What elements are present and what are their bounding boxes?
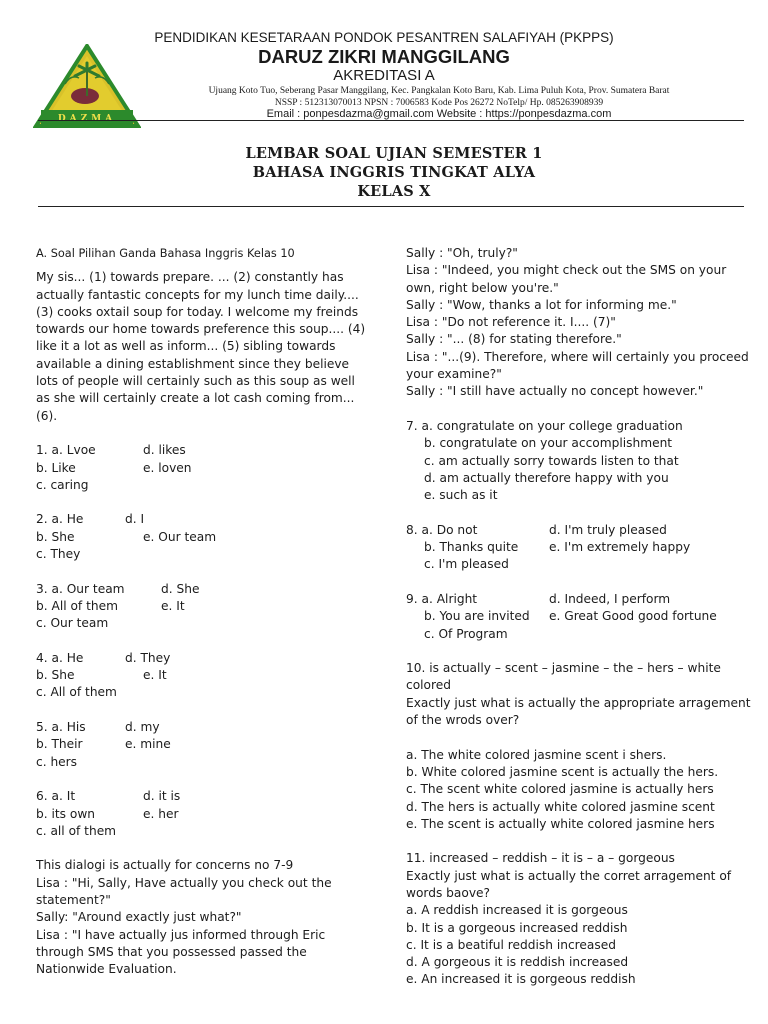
- question-10-stem: 10. is actually – scent – jasmine – the – hers – white colored: [406, 661, 721, 693]
- exam-title: LEMBAR SOAL UJIAN SEMESTER 1: [245, 145, 543, 162]
- option-1d: d. likes: [143, 443, 186, 458]
- option-1a: 1. a. Lvoe: [36, 443, 96, 458]
- exam-subject: BAHASA INGGRIS TINGKAT ALYA: [252, 164, 536, 181]
- option-8c: c. I'm pleased: [424, 557, 509, 572]
- question-4: [36, 650, 366, 702]
- dialog-line: Lisa : "I have actually jus informed through Eric through SMS that you possessed passed the Nationwide Evaluation.: [36, 927, 326, 977]
- question-11-stem: 11. increased – reddish – it is – a – gorgeous: [406, 851, 675, 866]
- option-5d: d. my: [125, 720, 160, 735]
- exam-class: KELAS X: [357, 183, 431, 200]
- option-3b: b. All of them: [36, 598, 118, 613]
- option-6c: c. all of them: [36, 823, 117, 838]
- dialog-line: Sally: "Around exactly just what?": [36, 910, 242, 925]
- option-7a: 7. a. congratulate on your college graduation: [406, 418, 683, 433]
- registration-info: NSSP : 512313070013 NPSN : 7006583 Kode Pos 26272 NoTelp/ Hp. 085263908939: [274, 98, 604, 108]
- option-11b: b. It is a gorgeous increased reddish: [406, 920, 628, 935]
- dialog-line: Lisa : "Do not reference it. I.... (7)": [406, 315, 616, 330]
- option-9d: d. Indeed, I perform: [549, 591, 671, 606]
- option-1b: b. Like: [36, 460, 76, 475]
- option-4e: e. It: [143, 668, 167, 683]
- question-11-prompt: Exactly just what is actually the corret arragement of words baove?: [406, 868, 732, 900]
- option-7c: c. am actually sorry towards listen to that: [424, 453, 679, 468]
- accreditation: AKREDITASI A: [333, 67, 435, 84]
- option-10e: e. The scent is actually white colored jasmine hers: [406, 816, 715, 831]
- option-2e: e. Our team: [143, 529, 217, 544]
- option-5e: e. mine: [125, 737, 171, 752]
- option-6d: d. it is: [143, 789, 181, 804]
- option-4a: 4. a. He: [36, 650, 84, 665]
- option-10a: a. The white colored jasmine scent i shers.: [406, 747, 667, 762]
- question-10-prompt: Exactly just what is actually the appropriate arragement of the wrods over?: [406, 695, 751, 728]
- option-11d: d. A gorgeous it is reddish increased: [406, 955, 629, 970]
- option-8e: e. I'm extremely happy: [549, 540, 691, 555]
- option-9c: c. Of Program: [424, 626, 508, 641]
- dialog-intro: This dialogi is actually for concerns no 7-9: [36, 858, 294, 873]
- option-2c: c. They: [36, 547, 81, 562]
- option-1c: c. caring: [36, 477, 89, 492]
- reading-passage: My sis... (1) towards prepare. ... (2) constantly has actually fantastic concepts for my lunch time daily.... (3) cooks oxtail soup for today. I welcome my freinds towards our home towards preference this soup.... (4) like it a lot as well as inform... (5) sibling towards available a dining establishment since they believe lots of people will certainly such as this soup as well as she will certainly create a lot cash coming from... (6).: [36, 270, 366, 423]
- dialog-line: Lisa : "Hi, Sally, Have actually you check out the statement?": [36, 875, 332, 907]
- dialog-line: Sally : "Oh, truly?": [406, 246, 518, 260]
- option-6b: b. its own: [36, 806, 96, 821]
- option-5b: b. Their: [36, 737, 83, 752]
- dialog-line: Lisa : "...(9). Therefore, where will certainly you proceed your examine?": [406, 349, 749, 382]
- option-8d: d. I'm truly pleased: [549, 522, 667, 537]
- option-5c: c. hers: [36, 754, 78, 769]
- option-10c: c. The scent white colored jasmine is actually hers: [406, 782, 714, 797]
- header-divider: [38, 120, 744, 121]
- option-10d: d. The hers is actually white colored jasmine scent: [406, 799, 715, 814]
- question-9: [406, 591, 751, 643]
- section-heading: A. Soal Pilihan Ganda Bahasa Inggris Kelas 10: [36, 247, 295, 260]
- option-1e: e. loven: [143, 460, 192, 475]
- logo-text: DAZMA: [57, 114, 117, 124]
- dialog-line: Sally : "Wow, thanks a lot for informing me.": [406, 297, 677, 312]
- option-4b: b. She: [36, 668, 75, 683]
- option-6a: 6. a. It: [36, 789, 76, 804]
- option-7e: e. such as it: [424, 488, 498, 503]
- option-10b: b. White colored jasmine scent is actually the hers.: [406, 764, 719, 779]
- question-7: [406, 418, 751, 504]
- dialog-line: Sally : "I still have actually no concept however.": [406, 384, 704, 399]
- question-11: [406, 850, 751, 988]
- option-7b: b. congratulate on your accomplishment: [424, 436, 673, 451]
- option-11c: c. It is a beatiful reddish increased: [406, 937, 616, 952]
- option-3e: e. It: [161, 598, 185, 613]
- dialog-line: Sally : "... (8) for stating therefore.": [406, 332, 622, 347]
- school-address: Ujuang Koto Tuo, Seberang Pasar Manggilang, Kec. Pangkalan Koto Baru, Kab. Lima Puluh Kota, Prov. Sumatera Barat: [208, 86, 670, 96]
- option-6e: e. her: [143, 806, 179, 821]
- option-3a: 3. a. Our team: [36, 581, 125, 596]
- right-column: [406, 245, 751, 989]
- title-divider: [38, 206, 744, 207]
- question-8: [406, 522, 751, 574]
- option-2b: b. She: [36, 529, 75, 544]
- option-11e: e. An increased it is gorgeous reddish: [406, 972, 636, 987]
- left-column: [36, 245, 366, 978]
- dialog-line: Lisa : "Indeed, you might check out the SMS on your own, right below you're.": [406, 263, 727, 295]
- option-9e: e. Great Good good fortune: [549, 609, 717, 624]
- option-5a: 5. a. His: [36, 720, 86, 735]
- option-4d: d. They: [125, 650, 171, 665]
- school-name: DARUZ ZIKRI MANGGILANG: [258, 46, 510, 67]
- question-5: [36, 719, 366, 771]
- option-9a: 9. a. Alright: [406, 591, 478, 606]
- question-6: [36, 788, 366, 840]
- option-2d: d. I: [125, 512, 145, 527]
- contact-info: Email : ponpesdazma@gmail.com Website : https://ponpesdazma.com: [266, 108, 612, 120]
- option-7d: d. am actually therefore happy with you: [424, 470, 669, 485]
- institution-name: PENDIDIKAN KESETARAAN PONDOK PESANTREN SALAFIYAH (PKPPS): [154, 30, 614, 45]
- option-8b: b. Thanks quite: [424, 540, 519, 555]
- option-8a: 8. a. Do not: [406, 522, 478, 537]
- option-2a: 2. a. He: [36, 512, 84, 527]
- question-2: [36, 511, 366, 563]
- option-3d: d. She: [161, 581, 200, 596]
- option-9b: b. You are invited: [424, 609, 530, 624]
- question-10: [406, 660, 751, 833]
- option-11a: a. A reddish increased it is gorgeous: [406, 903, 628, 918]
- question-3: [36, 581, 366, 633]
- option-4c: c. All of them: [36, 685, 117, 700]
- option-3c: c. Our team: [36, 616, 109, 631]
- question-1: [36, 442, 366, 494]
